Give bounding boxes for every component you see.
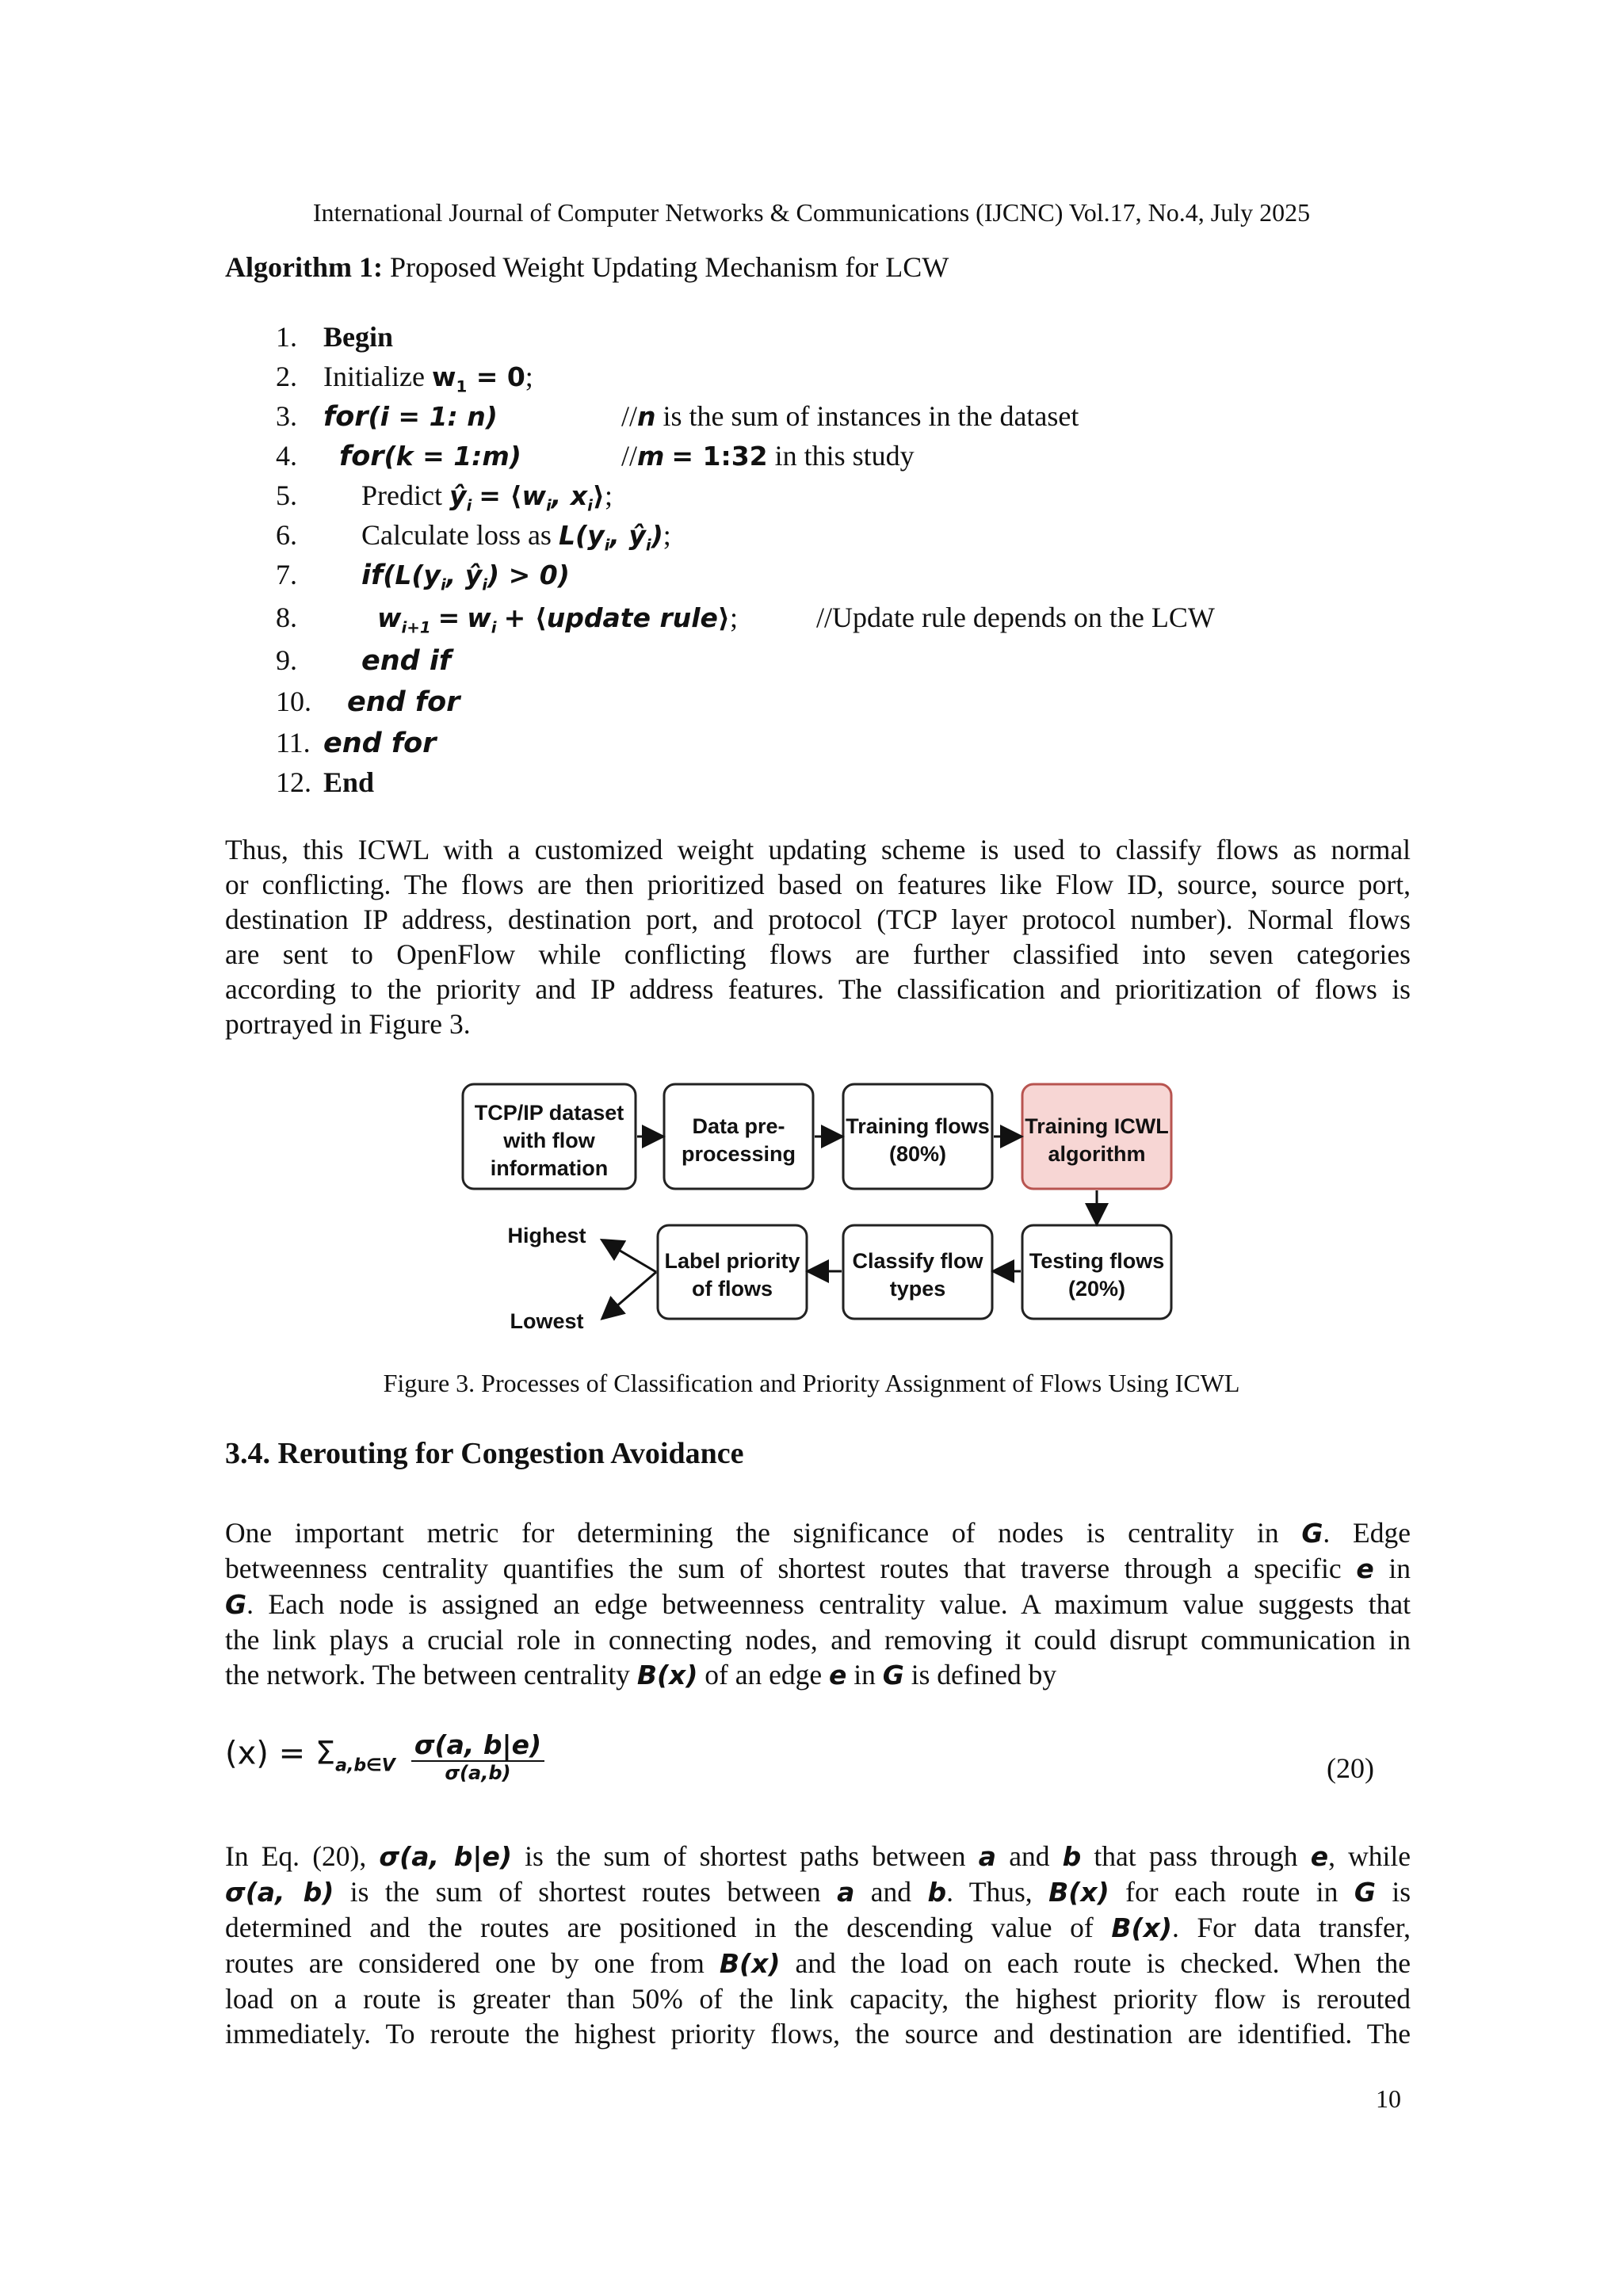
svg-text:of flows: of flows (692, 1277, 773, 1301)
svg-text:Training ICWL: Training ICWL (1025, 1114, 1169, 1138)
algo-comment-3: //n is the sum of instances in the dataset (621, 400, 1079, 432)
box-training-icwl (1022, 1084, 1171, 1189)
svg-text:information: information (490, 1156, 609, 1180)
box-dataset (463, 1084, 636, 1189)
arrow-to-lowest (604, 1272, 656, 1317)
svg-text:Testing flows: Testing flows (1029, 1249, 1165, 1273)
box-classify-flow (843, 1225, 992, 1319)
label-highest: Highest (507, 1224, 586, 1247)
svg-text:Training flows: Training flows (846, 1114, 990, 1138)
section-heading: 3.4. Rerouting for Congestion Avoidance (225, 1437, 744, 1470)
svg-text:with flow: with flow (503, 1129, 595, 1152)
box-training-flows (843, 1084, 992, 1189)
paragraph-centrality: One important metric for determining the significance of nodes is centrality in G. Edge betweenness centrality quantifies the sum of shortest routes that traverse through a specific e in G. Each node is assigned an edge betweenness centrality value. A maximum value suggests that the link plays a crucial role in connecting nodes, and removing it could disrupt communication in the network. The between centrality B(x) of an edge e in G is defined by (225, 1517, 1411, 1690)
box-preprocessing (664, 1084, 813, 1189)
equation-number: (20) (1327, 1752, 1374, 1784)
figure-caption: Figure 3. Processes of Classification and Priority Assignment of Flows Using ICWL (383, 1369, 1240, 1397)
algo-comment-8: //Update rule depends on the LCW (816, 602, 1215, 633)
equation-fraction: $\frac{\sigma(a, b|e)}{\sigma(a,b)}$ (411, 1729, 544, 1784)
page-number: 10 (1376, 2084, 1401, 2113)
box-testing-flows (1022, 1225, 1171, 1319)
equation-20: $(x) = \Sigma_{a,b\in V}$ $\frac{\sigma(a, b|e)}{\sigma(a,b)}$ (225, 1729, 544, 1784)
journal-header: International Journal of Computer Networks & Communications (IJCNC) Vol.17, No.4, July 2025 (312, 198, 1311, 227)
svg-text:TCP/IP dataset: TCP/IP dataset (474, 1101, 624, 1125)
svg-text:processing: processing (681, 1142, 796, 1166)
svg-text:(80%): (80%) (888, 1142, 947, 1166)
box-label-priority (658, 1225, 807, 1319)
label-lowest: Lowest (510, 1309, 584, 1333)
paragraph-intro: Thus, this ICWL with a customized weight updating scheme is used to classify flows as normal or conflicting. The flows are then prioritized based on features like Flow ID, source, source port, destination IP address, destination port, and protocol (TCP layer protocol number). Normal flows are sent to OpenFlow while conflicting flows are further classified into seven categories according to the priority and IP address features. The classification and prioritization of flows is portrayed in Figure 3. (225, 834, 1411, 1040)
svg-text:Classify flow: Classify flow (852, 1249, 983, 1273)
svg-text:Data pre-: Data pre- (692, 1114, 785, 1138)
algo-comment-4: //m = 1:32 in this study (621, 440, 915, 472)
svg-text:(20%): (20%) (1067, 1277, 1126, 1301)
arrow-to-highest (604, 1241, 656, 1272)
paragraph-rerouting: In Eq. (20), σ(a, b|e) is the sum of shortest paths between a and b that pass through e, while σ(a, b) is the sum of shortest routes between a and b. Thus, B(x) for each route in G is determined and the routes are positioned in the descending value of B(x). For data transfer, routes are considered one by one from B(x) and the load on each route is checked. When the load on a route is greater than 50% of the link capacity, the highest priority flow is rerouted immediately. To reroute the highest priority flows, the source and destination are identified. The (225, 1840, 1411, 2050)
svg-text:algorithm: algorithm (1048, 1142, 1146, 1166)
svg-text:types: types (889, 1277, 946, 1301)
algorithm-title-text: Proposed Weight Updating Mechanism for LCW (389, 251, 949, 283)
svg-text:Label priority: Label priority (664, 1249, 800, 1273)
flow-diagram (452, 1076, 1197, 1346)
algorithm-title (225, 250, 949, 284)
algorithm-label: Algorithm 1: (225, 251, 383, 283)
